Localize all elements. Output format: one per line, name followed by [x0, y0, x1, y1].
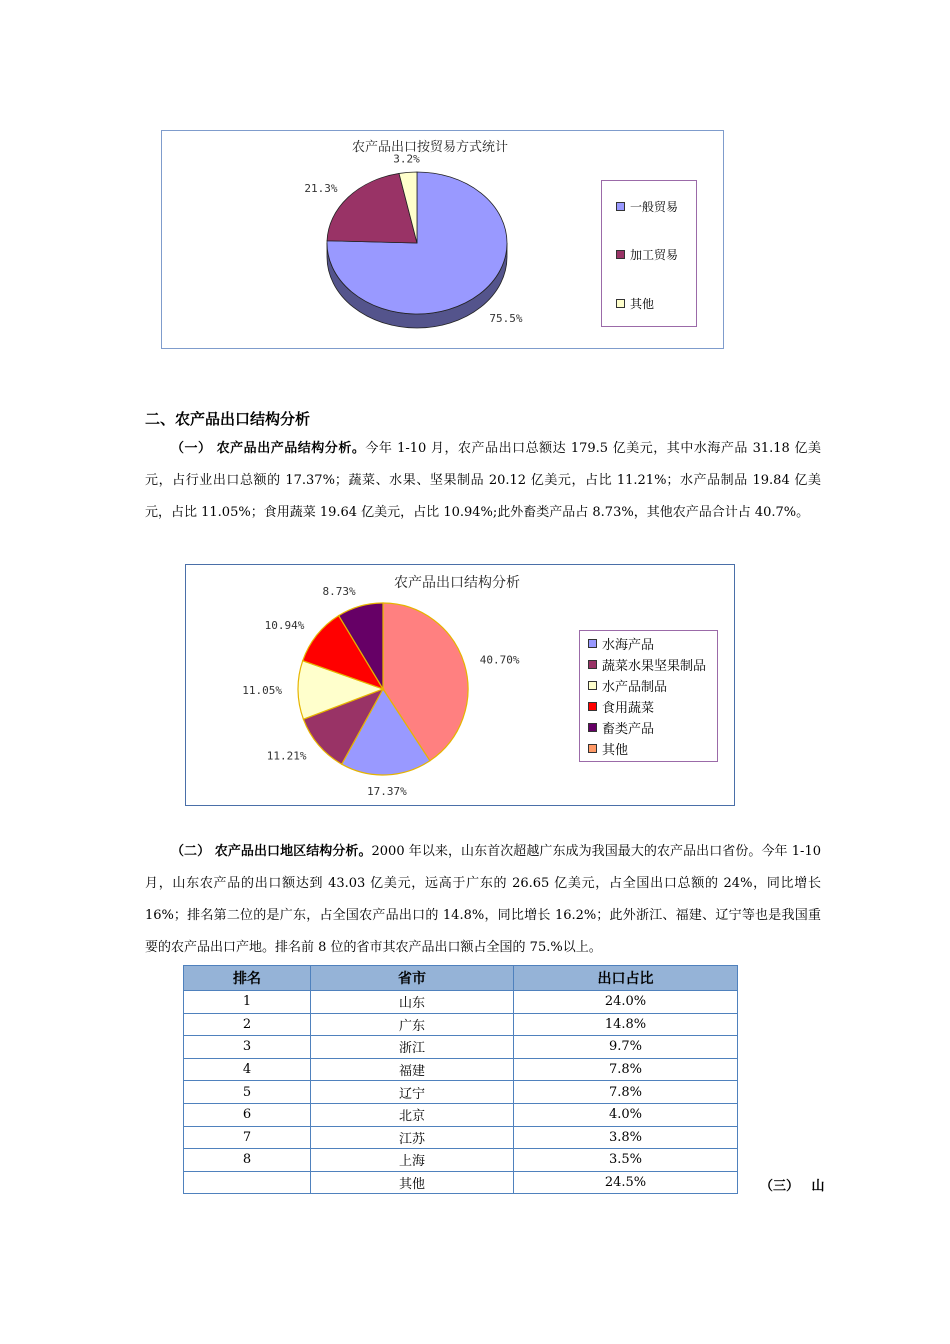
paragraph-lead: （一） 农产品出产品结构分析。 — [171, 441, 366, 456]
cell-rank: 8 — [184, 1149, 311, 1172]
pie-data-label: 11.05% — [242, 684, 283, 698]
cell-share: 24.5% — [514, 1171, 738, 1194]
cell-share: 3.8% — [514, 1126, 738, 1149]
table-row — [184, 1171, 738, 1194]
legend-label: 食用蔬菜 — [602, 701, 655, 716]
paragraph-body: 今年 1-10 月，农产品出口总额达 179.5 亿美元，其中水海产品 31.18 亿美元，占行业出口总额的 17.37%；蔬菜、水果、坚果制品 20.12 亿美元，占比 11.21%；水产品制品 19.84 亿美元，占比 11.05%；食用蔬菜 19.64 亿美元，占比 10.94%;此外畜类产品占 8.73%，其他农产品合计占 40.7%。 — [145, 441, 822, 520]
cell-rank: 2 — [184, 1013, 311, 1036]
cell-province: 上海 — [311, 1149, 514, 1172]
legend-label: 蔬菜水果坚果制品 — [602, 659, 707, 674]
chart-legend — [579, 630, 718, 762]
cell-share: 24.0% — [514, 991, 738, 1014]
legend-label: 加工贸易 — [630, 248, 679, 262]
table-row — [184, 1013, 738, 1036]
cell-province: 江苏 — [311, 1126, 514, 1149]
cell-province: 北京 — [311, 1103, 514, 1126]
table-row — [184, 991, 738, 1014]
pie-data-label: 21.3% — [304, 182, 338, 196]
cell-rank: 7 — [184, 1126, 311, 1149]
table-row — [184, 1126, 738, 1149]
cell-share: 3.5% — [514, 1149, 738, 1172]
legend-label: 其他 — [602, 743, 629, 758]
cell-rank: 5 — [184, 1081, 311, 1104]
legend-swatch — [616, 202, 625, 211]
legend-swatch — [616, 250, 625, 259]
chart-title: 农产品出口结构分析 — [394, 575, 520, 591]
legend-item — [588, 655, 706, 674]
table-row — [184, 1149, 738, 1172]
legend-swatch — [588, 660, 597, 669]
cell-share: 7.8% — [514, 1058, 738, 1081]
cell-province: 广东 — [311, 1013, 514, 1036]
header-rank: 排名 — [184, 966, 311, 991]
legend-swatch — [616, 299, 625, 308]
next-section-fragment: （三） 山 — [760, 1179, 825, 1194]
cell-share: 4.0% — [514, 1103, 738, 1126]
legend-swatch — [588, 639, 597, 648]
pie-data-label: 75.5% — [489, 312, 523, 326]
legend-item — [616, 246, 678, 263]
chart-legend — [601, 180, 697, 327]
legend-item — [588, 697, 654, 716]
legend-item — [616, 198, 678, 215]
chart-title: 农产品出口按贸易方式统计 — [352, 140, 509, 155]
cell-rank — [184, 1171, 311, 1194]
paragraph-region-structure — [145, 836, 821, 964]
paragraph-body: 2000 年以来，山东首次超越广东成为我国最大的农产品出口省份。今年 1-10 月，山东农产品的出口额达到 43.03 亿美元，远高于广东的 26.65 亿美元，占全国出口总额的 24%，同比增长 16%；排名第二位的是广东，占全国农产品出口的 14.8%，同比增长 16.2%；此外浙江、福建、辽宁等也是我国重要的农产品出口产地。排名前 8 位的省市其农产品出口额占全国的 75.%以上。 — [145, 844, 821, 955]
pie-data-label: 3.2% — [393, 152, 420, 166]
pie-data-label: 17.37% — [367, 784, 407, 798]
cell-province: 辽宁 — [311, 1081, 514, 1104]
province-ranking-table — [183, 965, 738, 1194]
paragraph-product-structure — [145, 433, 821, 529]
cell-share: 14.8% — [514, 1013, 738, 1036]
cell-rank: 6 — [184, 1103, 311, 1126]
legend-swatch — [588, 723, 597, 732]
header-share: 出口占比 — [514, 966, 738, 991]
cell-province: 福建 — [311, 1058, 514, 1081]
pie-data-label: 10.94% — [264, 618, 305, 632]
cell-rank: 1 — [184, 991, 311, 1014]
paragraph-lead: （二） 农产品出口地区结构分析。 — [171, 844, 372, 859]
legend-label: 其他 — [630, 297, 655, 311]
legend-item — [588, 739, 628, 758]
table-header-row — [184, 966, 738, 991]
legend-item — [588, 634, 654, 653]
cell-rank: 3 — [184, 1036, 311, 1059]
export-structure-chart — [185, 564, 735, 806]
legend-label: 一般贸易 — [630, 200, 679, 214]
cell-province: 山东 — [311, 991, 514, 1014]
table-row — [184, 1103, 738, 1126]
legend-label: 水海产品 — [602, 638, 655, 653]
legend-swatch — [588, 744, 597, 753]
pie-data-label: 40.70% — [479, 653, 520, 667]
cell-province: 浙江 — [311, 1036, 514, 1059]
pie-data-label: 11.21% — [266, 749, 307, 763]
legend-item — [588, 676, 667, 695]
table-row — [184, 1058, 738, 1081]
cell-rank: 4 — [184, 1058, 311, 1081]
legend-label: 水产品制品 — [602, 680, 668, 695]
legend-label: 畜类产品 — [602, 722, 655, 737]
legend-swatch — [588, 702, 597, 711]
trade-mode-chart — [161, 130, 724, 349]
legend-swatch — [588, 681, 597, 690]
cell-province: 其他 — [311, 1171, 514, 1194]
table-row — [184, 1036, 738, 1059]
cell-share: 7.8% — [514, 1081, 738, 1104]
section-heading: 二、农产品出口结构分析 — [145, 410, 311, 428]
legend-item — [616, 295, 654, 312]
pie-data-label: 8.73% — [322, 584, 356, 598]
cell-share: 9.7% — [514, 1036, 738, 1059]
header-province: 省市 — [311, 966, 514, 991]
table-row — [184, 1081, 738, 1104]
legend-item — [588, 718, 654, 737]
